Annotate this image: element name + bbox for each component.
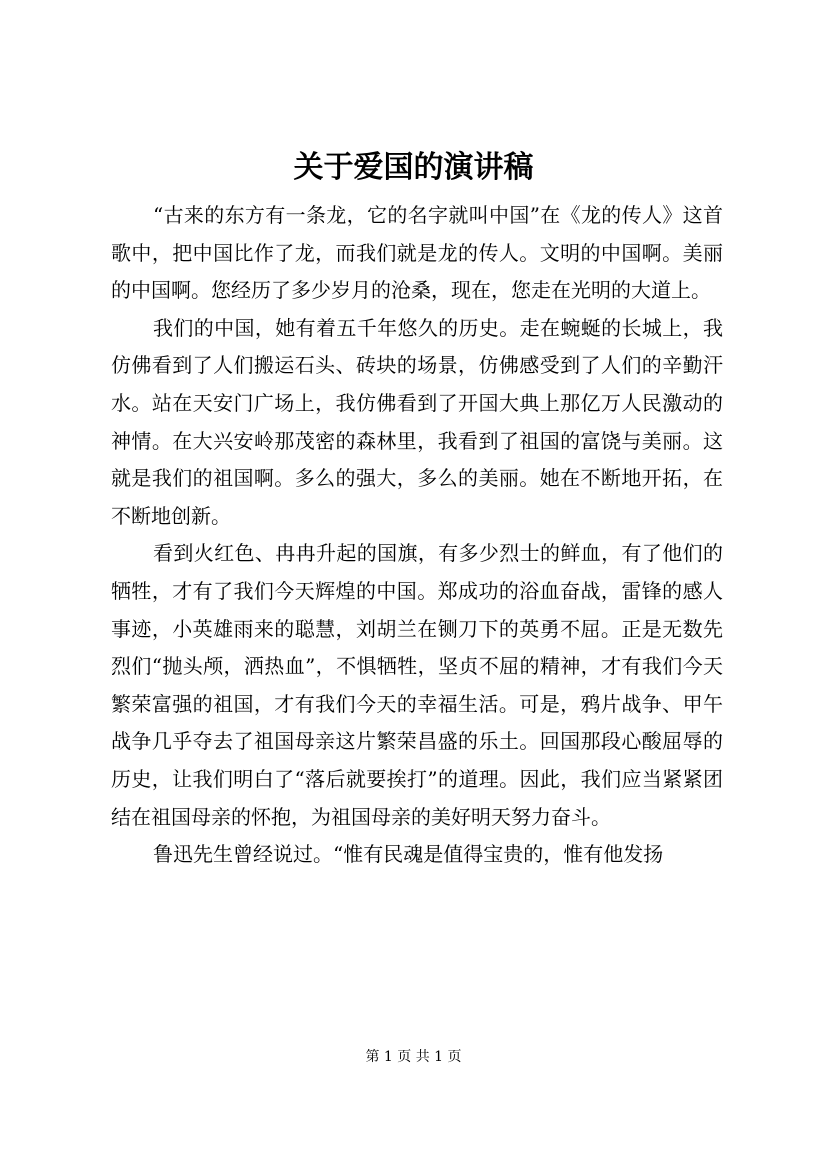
paragraph-4: 鲁迅先生曾经说过。“惟有民魂是值得宝贵的，惟有他发扬 (153, 842, 664, 867)
document-title: 关于爱国的演讲稿 (293, 150, 534, 185)
paragraph-3: 看到火红色、冉冉升起的国旗，有多少烈士的鲜血，有了他们的牺牲，才有了我们今天辉煌的中国。郑成功的浴血奋战，雷锋的感人事迹，小英雄雨来的聪慧，刘胡兰在铡刀下的英勇不屈。正是无数先烈们“抛头颅，洒热血”，不惧牺牲，坚贞不屈的精神，才有我们今天繁荣富强的祖国，才有我们今天的幸福生活。可是，鸦片战争、甲午战争几乎夺去了祖国母亲这片繁荣昌盛的乐土。回国那段心酸屈辱的历史，让我们明白了“落后就要挨打”的道理。因此，我们应当紧紧团结在祖国母亲的怀抱，为祖国母亲的美好明天努力奋斗。 (111, 541, 723, 829)
page-footer: 第 1 页 共 1 页 (365, 1049, 462, 1065)
document-body (111, 197, 723, 874)
paragraph-2: 我们的中国，她有着五千年悠久的历史。走在蜿蜒的长城上，我仿佛看到了人们搬运石头、砖块的场景，仿佛感受到了人们的辛勤汗水。站在天安门广场上，我仿佛看到了开国大典上那亿万人民激动的神情。在大兴安岭那茂密的森林里，我看到了祖国的富饶与美丽。这就是我们的祖国啊。多么的强大，多么的美丽。她在不断地开拓，在不断地创新。 (111, 315, 723, 528)
paragraph-1: “古来的东方有一条龙，它的名字就叫中国”在《龙的传人》这首歌中，把中国比作了龙，而我们就是龙的传人。文明的中国啊。美丽的中国啊。您经历了多少岁月的沧桑，现在，您走在光明的大道上。 (111, 203, 723, 303)
